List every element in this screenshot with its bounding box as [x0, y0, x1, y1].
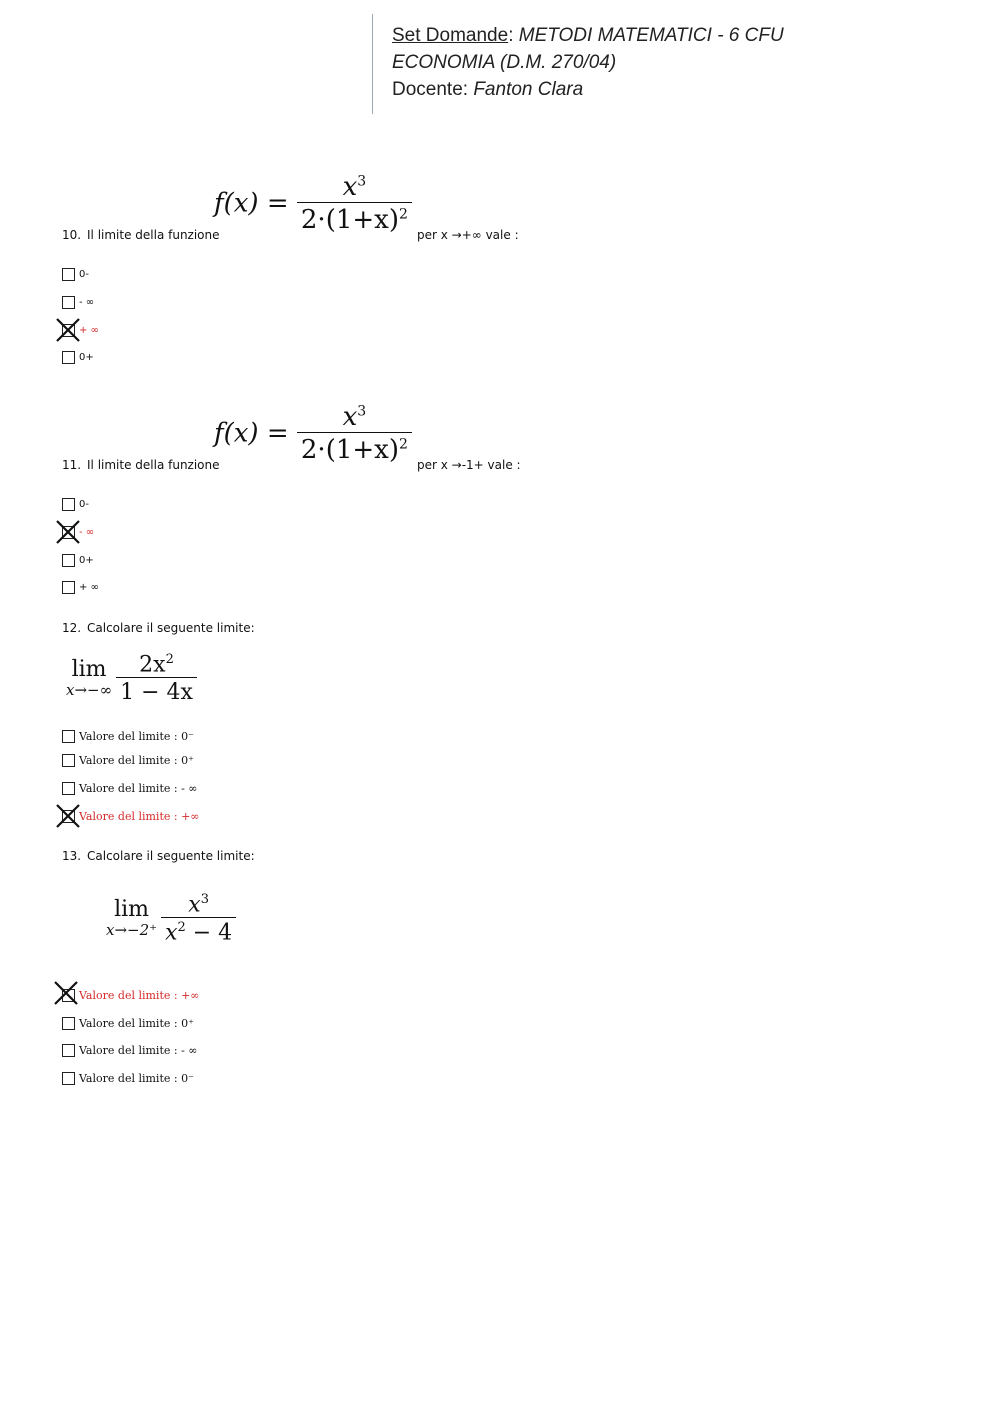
formula-denominator [297, 432, 412, 465]
limit-num-exp: 2 [165, 652, 174, 667]
limit-num-base: x [188, 892, 201, 918]
checkbox-checked[interactable] [62, 526, 75, 539]
formula-fraction [297, 402, 412, 465]
limit-num-base: 2x [139, 652, 166, 678]
cross-mark-icon [55, 317, 81, 343]
header-divider [372, 14, 373, 114]
cross-mark-icon [55, 519, 81, 545]
formula-den-base: 2·(1+x) [300, 435, 399, 465]
option-label: Valore del limite : 0⁺ [79, 1016, 194, 1030]
q11-option-2-selected[interactable] [62, 524, 94, 540]
option-label: 0+ [79, 351, 94, 363]
formula-den-exp: 2 [398, 206, 408, 223]
limit-den-exp: 2 [177, 920, 186, 936]
formula-numerator [339, 402, 371, 432]
checkbox[interactable] [62, 498, 75, 511]
lim-subscript: x→−∞ [66, 680, 113, 699]
header-set-line [392, 22, 784, 49]
q10-option-2[interactable] [62, 294, 94, 310]
formula-lhs: f(x) = [214, 188, 289, 219]
course-title: METODI MATEMATICI - 6 CFU [518, 25, 784, 46]
question-13-prompt: Calcolare il seguente limite: [87, 849, 255, 863]
question-11-number: 11. [62, 458, 82, 472]
question-12-formula [66, 652, 197, 705]
limit-num-exp: 3 [200, 892, 209, 907]
question-10-formula [214, 172, 412, 235]
q11-option-1[interactable] [62, 496, 89, 512]
option-label: Valore del limite : 0⁻ [79, 1071, 194, 1085]
limit-operator [66, 656, 113, 699]
q10-option-1[interactable] [62, 266, 89, 282]
option-label: - ∞ [79, 526, 95, 538]
question-13-text [62, 849, 255, 863]
option-label: 0- [79, 268, 89, 280]
limit-denominator: 1 − 4x [116, 677, 197, 705]
limit-numerator [184, 892, 213, 917]
lim-subscript: x→−2⁺ [106, 920, 158, 939]
set-label: Set Domande [392, 25, 509, 46]
option-label: Valore del limite : 0⁺ [79, 753, 194, 767]
checkbox[interactable] [62, 730, 75, 743]
checkbox[interactable] [62, 268, 75, 281]
course-subtitle: ECONOMIA (D.M. 270/04) [392, 52, 617, 73]
teacher-label: Docente: [392, 79, 469, 100]
question-12-text [62, 621, 255, 635]
teacher-name: Fanton Clara [473, 79, 584, 100]
checkbox[interactable] [62, 754, 75, 767]
option-label: Valore del limite : +∞ [79, 809, 200, 823]
question-10-suffix: per x →+∞ vale : [417, 228, 519, 242]
checkbox[interactable] [62, 1044, 75, 1057]
limit-numerator [135, 652, 178, 677]
q10-option-4[interactable] [62, 349, 94, 365]
question-11-text [62, 458, 220, 472]
limit-fraction [116, 652, 197, 705]
formula-numerator [339, 172, 371, 202]
option-label: Valore del limite : - ∞ [79, 781, 198, 795]
checkbox-checked[interactable] [62, 989, 75, 1002]
formula-num-exp: 3 [357, 403, 367, 420]
question-11-formula [214, 402, 412, 465]
limit-den-base: x [165, 920, 178, 946]
limit-denominator [161, 917, 236, 945]
question-12-number: 12. [62, 621, 82, 635]
checkbox[interactable] [62, 782, 75, 795]
checkbox-checked[interactable] [62, 324, 75, 337]
formula-denominator [297, 202, 412, 235]
q12-option-1[interactable] [62, 728, 194, 744]
q12-option-4-selected[interactable] [62, 808, 199, 824]
formula-num-exp: 3 [357, 173, 367, 190]
document-header [392, 22, 784, 103]
limit-fraction [161, 892, 236, 946]
question-10-text [62, 228, 220, 242]
option-label: 0- [79, 498, 89, 510]
cross-mark-icon [53, 980, 79, 1006]
checkbox[interactable] [62, 1017, 75, 1030]
cross-mark-icon [55, 803, 81, 829]
option-label: - ∞ [79, 296, 95, 308]
option-label: Valore del limite : 0⁻ [79, 729, 194, 743]
option-label: + ∞ [79, 324, 99, 336]
formula-num-base: x [342, 402, 358, 432]
question-11-suffix: per x →-1+ vale : [417, 458, 521, 472]
lim-word: lim [71, 656, 107, 682]
option-label: 0+ [79, 554, 94, 566]
option-label: Valore del limite : +∞ [79, 988, 200, 1002]
q13-option-1-selected[interactable] [62, 987, 199, 1003]
limit-operator [106, 896, 158, 939]
formula-num-base: x [342, 172, 358, 202]
checkbox[interactable] [62, 554, 75, 567]
option-label: Valore del limite : - ∞ [79, 1043, 198, 1057]
header-teacher-line [392, 76, 784, 103]
formula-den-base: 2·(1+x) [300, 205, 399, 235]
question-13-number: 13. [62, 849, 82, 863]
option-label: + ∞ [79, 581, 99, 593]
formula-fraction [297, 172, 412, 235]
lim-word: lim [114, 896, 149, 922]
formula-lhs: f(x) = [214, 418, 289, 449]
q11-option-4[interactable] [62, 579, 99, 595]
checkbox[interactable] [62, 581, 75, 594]
q13-option-2[interactable] [62, 1015, 194, 1031]
question-13-formula [106, 892, 236, 946]
limit-den-rest: − 4 [185, 920, 233, 946]
q12-option-2[interactable] [62, 752, 194, 768]
checkbox[interactable] [62, 296, 75, 309]
question-12-prompt: Calcolare il seguente limite: [87, 621, 255, 635]
question-10-number: 10. [62, 228, 82, 242]
checkbox[interactable] [62, 1072, 75, 1085]
formula-den-exp: 2 [398, 436, 408, 453]
q13-option-4[interactable] [62, 1070, 194, 1086]
header-course-line [392, 49, 784, 76]
q12-option-3[interactable] [62, 780, 197, 796]
checkbox-checked[interactable] [62, 810, 75, 823]
checkbox[interactable] [62, 351, 75, 364]
q11-option-3[interactable] [62, 552, 94, 568]
question-11-prompt: Il limite della funzione [87, 458, 220, 472]
q10-option-3-selected[interactable] [62, 322, 99, 338]
question-10-prompt: Il limite della funzione [87, 228, 220, 242]
q13-option-3[interactable] [62, 1042, 197, 1058]
set-sep: : [508, 25, 514, 46]
